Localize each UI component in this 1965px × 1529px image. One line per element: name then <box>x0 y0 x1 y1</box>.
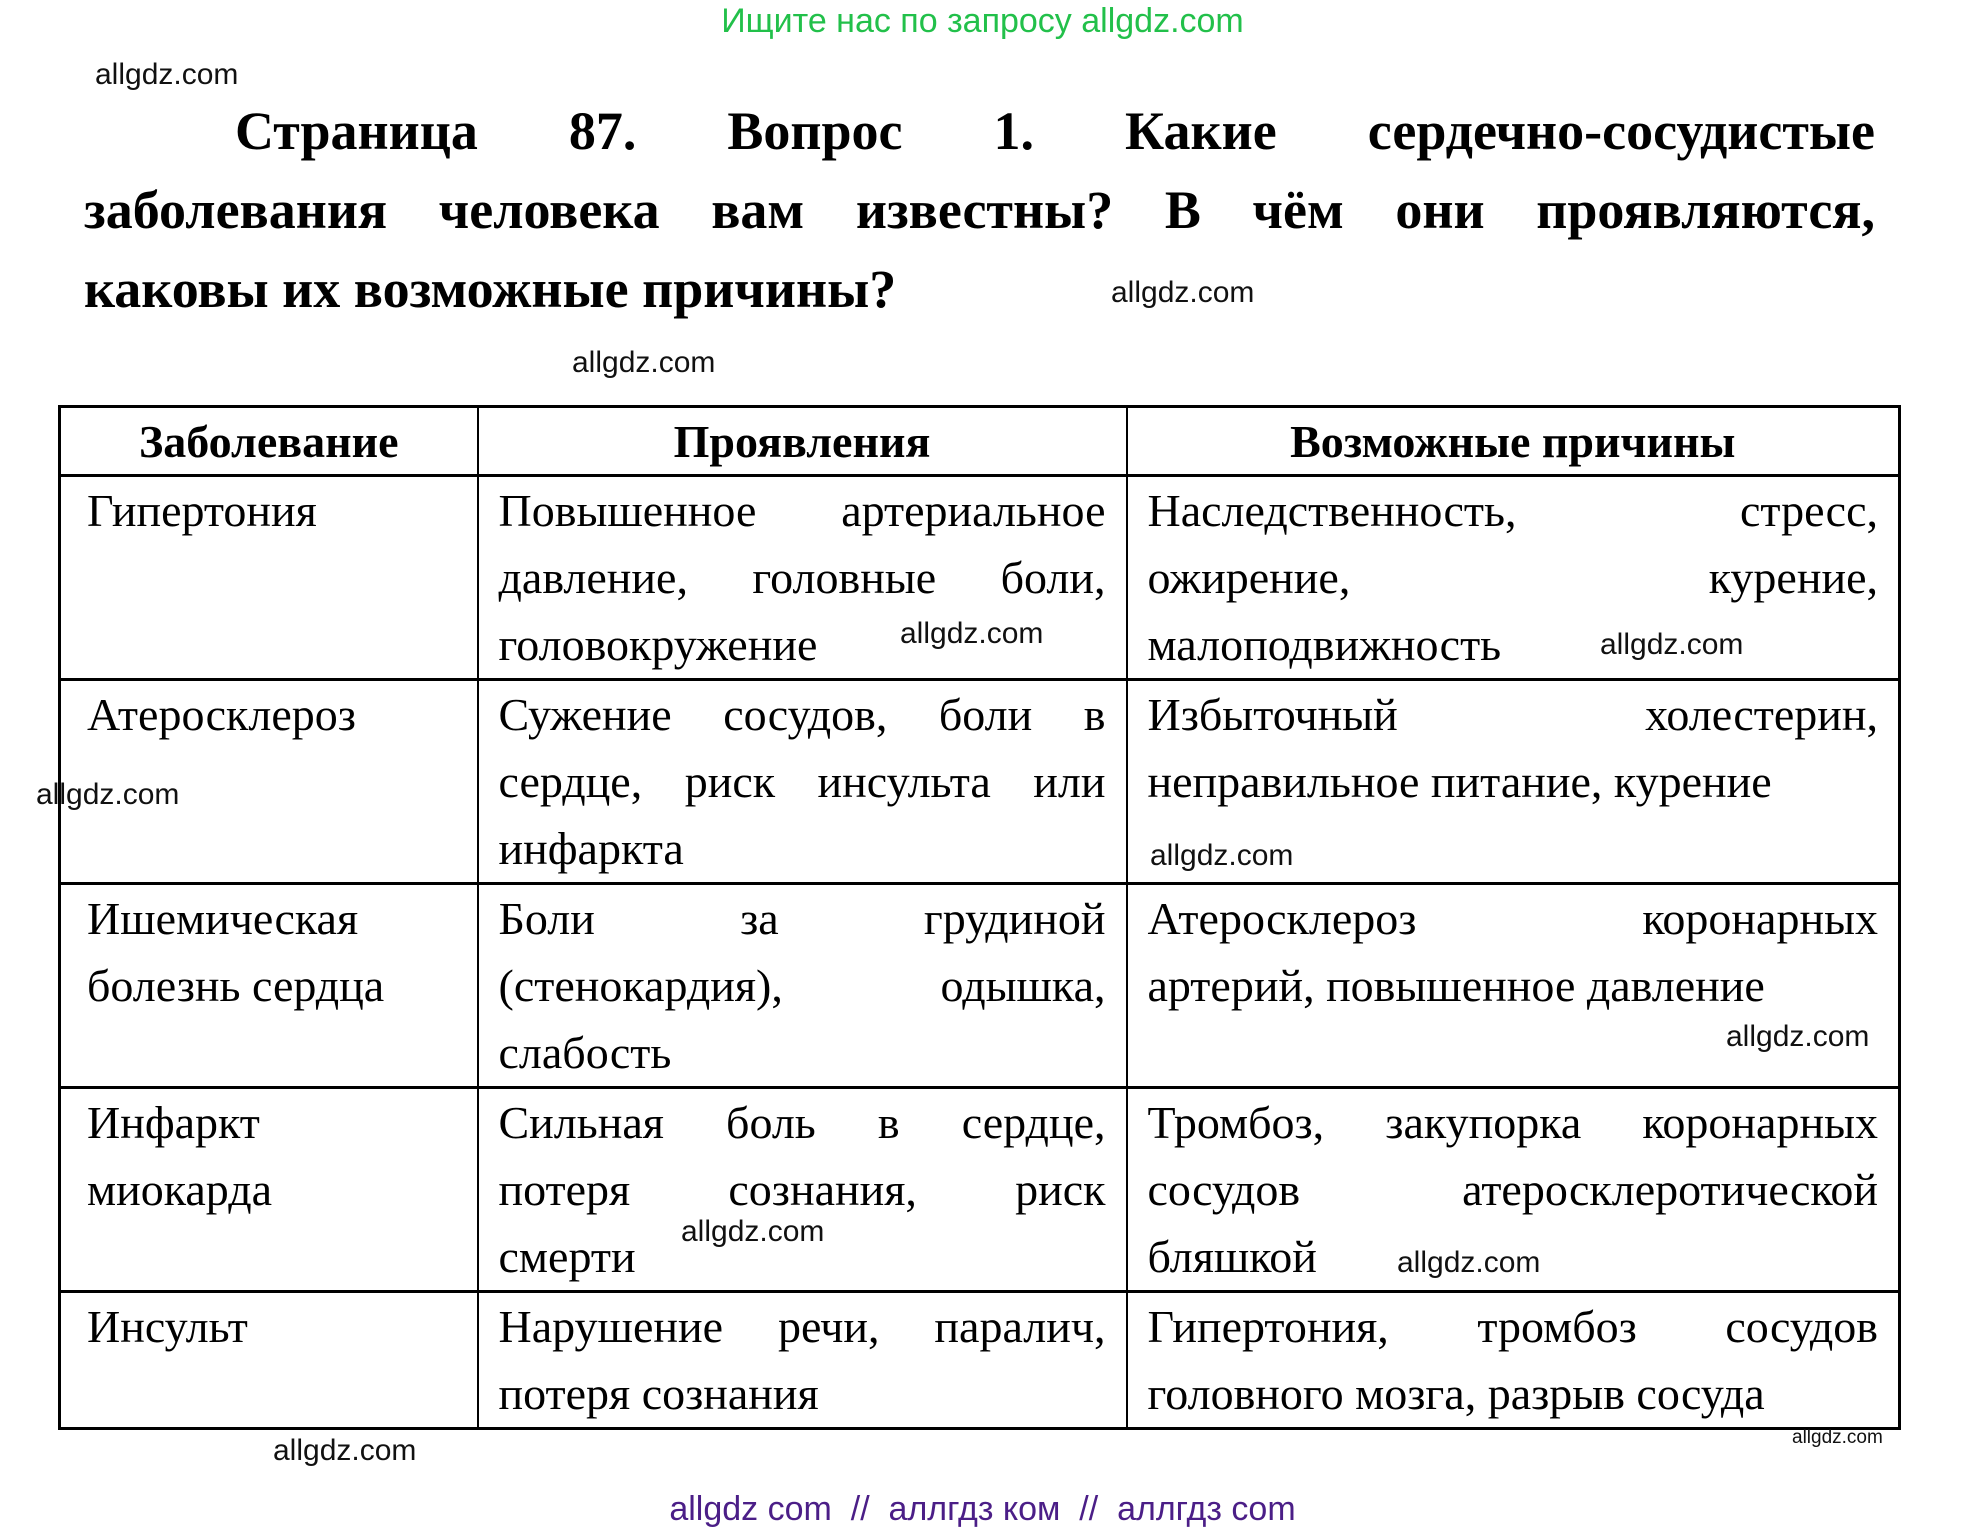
cell-line: инфаркта <box>498 823 684 874</box>
cell-line: Сильная боль в сердце, <box>498 1097 1106 1148</box>
header-disease: Заболевание <box>60 407 478 476</box>
cell-line: малоподвижность <box>1147 619 1502 670</box>
table-header-row <box>60 407 1900 476</box>
disease-cell <box>60 1088 478 1292</box>
cell-line: Атеросклероз <box>87 689 356 740</box>
watermark: allgdz.com <box>36 778 180 811</box>
cell-line: бляшкой <box>1147 1231 1317 1282</box>
watermark: allgdz.com <box>1150 839 1294 872</box>
header-causes: Возможные причины <box>1127 407 1900 476</box>
cell-line: (стенокардия), одышка, <box>498 960 1106 1011</box>
header-symptoms: Проявления <box>478 407 1127 476</box>
cell-line: потеря сознания <box>498 1368 819 1419</box>
table-row <box>60 884 1900 1088</box>
title-line: каковы их возможные причины? <box>84 259 897 319</box>
cell-line: слабость <box>498 1027 672 1078</box>
watermark: allgdz.com <box>900 617 1044 650</box>
disease-cell <box>60 476 478 680</box>
cell-line: Ишемическая <box>87 893 359 944</box>
watermark: allgdz.com <box>1111 276 1255 309</box>
diseases-table <box>58 405 1901 1430</box>
watermark: allgdz.com <box>1600 628 1744 661</box>
cell-line: Нарушение речи, паралич, <box>498 1301 1106 1352</box>
cell-line: неправильное питание, курение <box>1147 756 1772 807</box>
cell-line: головокружение <box>498 619 818 670</box>
cell-line: сосудов атеросклеротической <box>1147 1164 1878 1215</box>
watermark: allgdz.com <box>273 1434 417 1467</box>
causes-cell <box>1127 884 1900 1088</box>
cell-line: артерий, повышенное давление <box>1147 960 1765 1011</box>
table-row <box>60 680 1900 884</box>
disease-cell <box>60 884 478 1088</box>
cell-line: Гипертония, тромбоз сосудов <box>1147 1301 1878 1352</box>
cell-line: Гипертония <box>87 485 317 536</box>
top-banner: Ищите нас по запросу allgdz.com <box>721 2 1244 40</box>
cell-line: Избыточный холестерин, <box>1147 689 1878 740</box>
disease-cell <box>60 1292 478 1429</box>
cell-line: Инфаркт <box>87 1097 260 1148</box>
cell-line: потеря сознания, риск <box>498 1164 1106 1215</box>
cell-line: Тромбоз, закупорка коронарных <box>1147 1097 1878 1148</box>
cell-line: Инсульт <box>87 1301 248 1352</box>
symptoms-cell <box>478 680 1127 884</box>
cell-line: Боли за грудиной <box>498 893 1106 944</box>
watermark: allgdz.com <box>1397 1246 1541 1279</box>
cell-line: смерти <box>498 1231 636 1282</box>
table-row <box>60 1088 1900 1292</box>
table-row <box>60 1292 1900 1429</box>
symptoms-cell <box>478 1088 1127 1292</box>
watermark: allgdz.com <box>1726 1020 1870 1053</box>
bottom-banner: allgdz com // аллгдз ком // аллгдз com <box>669 1490 1296 1528</box>
symptoms-cell <box>478 1292 1127 1429</box>
cell-line: давление, головные боли, <box>498 552 1106 603</box>
watermark: allgdz.com <box>95 58 239 91</box>
watermark: allgdz.com <box>1792 1427 1883 1448</box>
cell-line: Наследственность, стресс, <box>1147 485 1878 536</box>
cell-line: болезнь сердца <box>87 960 385 1011</box>
cell-line: сердце, риск инсульта или <box>498 756 1106 807</box>
cell-line: Повышенное артериальное <box>498 485 1106 536</box>
cell-line: Атеросклероз коронарных <box>1147 893 1878 944</box>
cell-line: миокарда <box>87 1164 273 1215</box>
title-line: заболевания человека вам известны? В чём они проявляются, <box>84 180 1875 240</box>
cell-line: головного мозга, разрыв сосуда <box>1147 1368 1765 1419</box>
page-title <box>84 92 1875 329</box>
cell-line: ожирение, курение, <box>1147 552 1878 603</box>
causes-cell <box>1127 476 1900 680</box>
causes-cell <box>1127 1292 1900 1429</box>
title-line: Страница 87. Вопрос 1. Какие сердечно-сосудистые <box>235 101 1875 161</box>
cell-line: Сужение сосудов, боли в <box>498 689 1106 740</box>
watermark: allgdz.com <box>572 346 716 379</box>
watermark: allgdz.com <box>681 1215 825 1248</box>
symptoms-cell <box>478 884 1127 1088</box>
